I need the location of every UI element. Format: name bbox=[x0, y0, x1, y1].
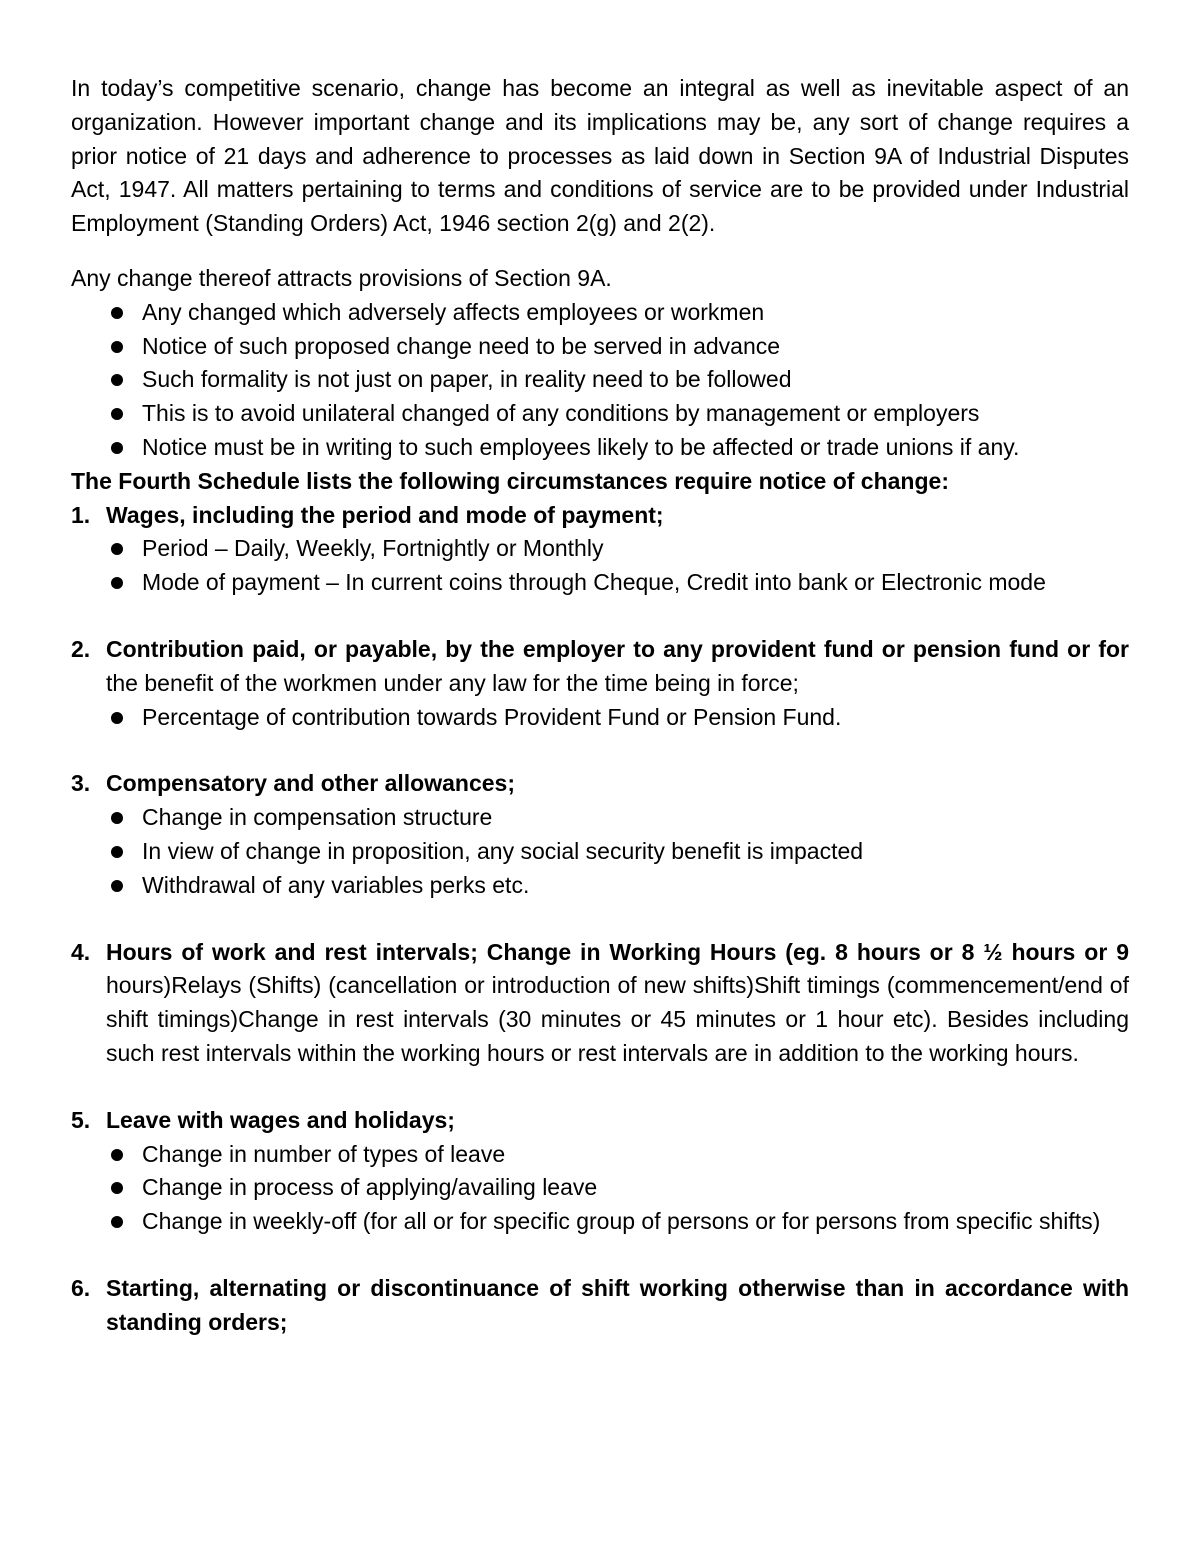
list-item: Change in compensation structure bbox=[142, 801, 1129, 835]
item-title bbox=[106, 633, 1129, 701]
list-item: In view of change in proposition, any social security benefit is impacted bbox=[142, 835, 1129, 869]
section-9a-list bbox=[71, 296, 1129, 465]
item-points bbox=[106, 701, 1129, 735]
list-item: Period – Daily, Weekly, Fortnightly or Monthly bbox=[142, 532, 1129, 566]
item-number: 4. bbox=[71, 938, 91, 965]
list-item: Any changed which adversely affects employees or workmen bbox=[142, 296, 1129, 330]
schedule-item-3 bbox=[71, 767, 1129, 902]
schedule-list bbox=[71, 499, 1129, 1340]
schedule-item-6 bbox=[71, 1272, 1129, 1340]
list-item: Notice of such proposed change need to be served in advance bbox=[142, 330, 1129, 364]
item-title-rest: the benefit of the workmen under any law for the time being in force; bbox=[106, 669, 799, 696]
schedule-item-2 bbox=[71, 633, 1129, 734]
item-title: Compensatory and other allowances; bbox=[106, 770, 515, 797]
section-9a-lead: Any change thereof attracts provisions of Section 9A. bbox=[71, 264, 612, 291]
list-item: Mode of payment – In current coins through Cheque, Credit into bank or Electronic mode bbox=[142, 566, 1129, 600]
item-title-bold: Hours of work and rest intervals; Change in Working Hours (eg. 8 hours or 8 ½ hours or 9 bbox=[106, 938, 1129, 965]
schedule-heading: The Fourth Schedule lists the following circumstances require notice of change: bbox=[71, 467, 949, 494]
list-item: Change in number of types of leave bbox=[142, 1138, 1129, 1172]
item-title: Wages, including the period and mode of payment; bbox=[106, 501, 664, 528]
list-item: Change in weekly-off (for all or for specific group of persons or for persons from specific shifts) bbox=[142, 1205, 1129, 1239]
item-points bbox=[106, 532, 1129, 600]
schedule-item-5 bbox=[71, 1104, 1129, 1239]
schedule-item-1 bbox=[71, 499, 1129, 600]
list-item: Change in process of applying/availing leave bbox=[142, 1171, 1129, 1205]
list-item: Percentage of contribution towards Provident Fund or Pension Fund. bbox=[142, 701, 1129, 735]
item-title bbox=[106, 936, 1129, 1071]
item-title: Starting, alternating or discontinuance of shift working otherwise than in accordance with standing orders; bbox=[106, 1274, 1129, 1335]
item-title: Leave with wages and holidays; bbox=[106, 1106, 455, 1133]
item-title-rest: hours)Relays (Shifts) (cancellation or introduction of new shifts)Shift timings (commencement/end of shift timings)Change in rest intervals (30 minutes or 45 minutes or 1 hour etc). Besides including such rest intervals within the working hours or rest intervals are in addition to the working hours. bbox=[106, 972, 1129, 1066]
document-page bbox=[71, 72, 1129, 1373]
intro-paragraph: In today’s competitive scenario, change has become an integral as well as inevitable aspect of an organization. However important change and its implications may be, any sort of change requires a prior notice of 21 days and adherence to processes as laid down in Section 9A of Industrial Disputes Act, 1947. All matters pertaining to terms and conditions of service are to be provided under Industrial Employment (Standing Orders) Act, 1946 section 2(g) and 2(2). bbox=[71, 75, 1129, 237]
list-item: Withdrawal of any variables perks etc. bbox=[142, 869, 1129, 903]
schedule-item-4 bbox=[71, 936, 1129, 1071]
list-item: Such formality is not just on paper, in reality need to be followed bbox=[142, 363, 1129, 397]
item-points bbox=[106, 1138, 1129, 1239]
item-number: 6. bbox=[71, 1274, 91, 1301]
item-points bbox=[106, 801, 1129, 902]
list-item: This is to avoid unilateral changed of any conditions by management or employers bbox=[142, 397, 1129, 431]
item-title-bold: Contribution paid, or payable, by the employer to any provident fund or pension fund or for bbox=[106, 635, 1129, 662]
item-number: 5. bbox=[71, 1106, 91, 1133]
list-item: Notice must be in writing to such employees likely to be affected or trade unions if any. bbox=[142, 431, 1129, 465]
item-number: 2. bbox=[71, 635, 91, 662]
item-number: 3. bbox=[71, 770, 91, 797]
item-number: 1. bbox=[71, 501, 91, 528]
